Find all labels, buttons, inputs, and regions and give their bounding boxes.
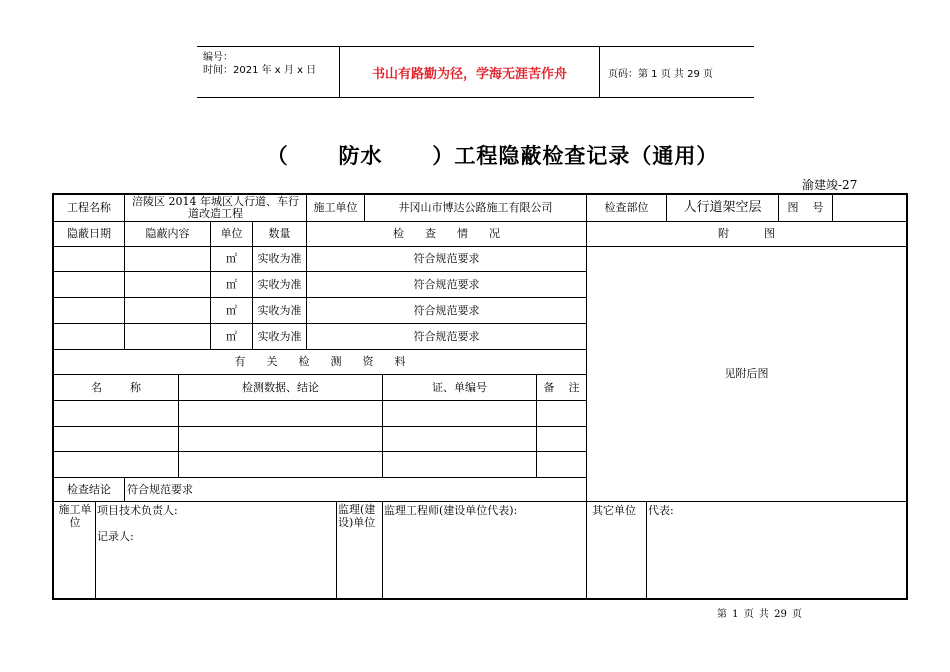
sub-col-cert: 证、单编号 — [432, 380, 487, 394]
tech-lead-label: 项目技术负责人: — [97, 504, 178, 517]
page-info: 页码：第 1 页 共 29 页 — [608, 68, 713, 80]
recorder-label: 记录人: — [97, 530, 134, 543]
time-label: 时间：2021 年 x 月 x 日 — [203, 65, 317, 76]
inspection-part-label: 检查部位 — [604, 201, 649, 214]
col-hidden-date: 隐蔽日期 — [67, 227, 111, 240]
row-qty: 实收为准 — [257, 329, 302, 343]
related-data-title: 有 关 检 测 资 料 — [234, 355, 406, 368]
row-status: 符合规范要求 — [413, 329, 480, 343]
page-footer: 第 1 页 共 29 页 — [717, 609, 802, 620]
representative-label: 代表: — [648, 504, 674, 517]
construction-sign-label: 施工单位 — [58, 503, 92, 529]
construction-unit-label: 施工单位 — [313, 201, 358, 214]
drawing-no-label: 图 号 — [787, 201, 824, 214]
project-name-value: 涪陵区 2014 年城区人行道、车行道改造工程 — [132, 195, 299, 220]
other-unit-label: 其它单位 — [592, 504, 636, 517]
grid-line — [52, 426, 586, 427]
grid-line — [336, 501, 337, 599]
col-unit: 单位 — [220, 227, 243, 240]
row-qty: 实收为准 — [257, 303, 302, 317]
grid-line — [586, 501, 587, 599]
row-unit: ㎡ — [226, 277, 237, 291]
col-inspection: 检 查 情 况 — [393, 227, 500, 240]
grid-line — [382, 501, 383, 599]
construction-unit-value: 井冈山市博达公路施工有限公司 — [398, 201, 553, 214]
row-qty: 实收为准 — [257, 277, 302, 291]
row-status: 符合规范要求 — [413, 252, 480, 265]
project-name-label: 工程名称 — [67, 201, 111, 214]
col-hidden-content: 隐蔽内容 — [145, 227, 190, 240]
conclusion-value: 符合规范要求 — [127, 483, 193, 496]
supervision-label: 监理(建设)单位 — [338, 503, 376, 529]
document-title: （ 防水 ）工程隐蔽检查记录（通用） — [266, 144, 719, 168]
col-quantity: 数量 — [268, 227, 291, 240]
col-attachment: 附 图 — [718, 227, 775, 240]
grid-line — [832, 193, 833, 221]
grid-line — [52, 400, 586, 401]
conclusion-label: 检查结论 — [67, 482, 111, 496]
serial-label: 编号： — [203, 52, 233, 63]
row-unit: ㎡ — [226, 252, 237, 265]
attachment-value: 见附后图 — [724, 367, 769, 380]
row-qty: 实收为准 — [257, 252, 302, 265]
grid-line — [52, 501, 908, 502]
row-status: 符合规范要求 — [413, 277, 480, 291]
row-unit: ㎡ — [226, 329, 237, 343]
grid-line — [52, 451, 586, 452]
row-unit: ㎡ — [226, 303, 237, 317]
supervisor-label: 监理工程师(建设单位代表): — [384, 504, 518, 517]
sub-col-data: 检测数据、结论 — [242, 380, 319, 394]
grid-line — [52, 477, 586, 478]
grid-line — [95, 501, 96, 599]
row-status: 符合规范要求 — [413, 303, 480, 317]
grid-line — [124, 193, 125, 221]
form-border — [52, 598, 908, 600]
grid-line — [646, 501, 647, 599]
grid-line — [124, 477, 125, 501]
sub-col-name: 名 称 — [91, 380, 141, 394]
motto: 书山有路勤为径，学海无涯苦作舟 — [339, 47, 600, 97]
form-code: 渝建竣-27 — [802, 178, 858, 192]
sub-col-note: 备 注 — [543, 380, 580, 394]
inspection-part-value: 人行道架空层 — [683, 200, 762, 215]
form-border — [906, 193, 908, 600]
